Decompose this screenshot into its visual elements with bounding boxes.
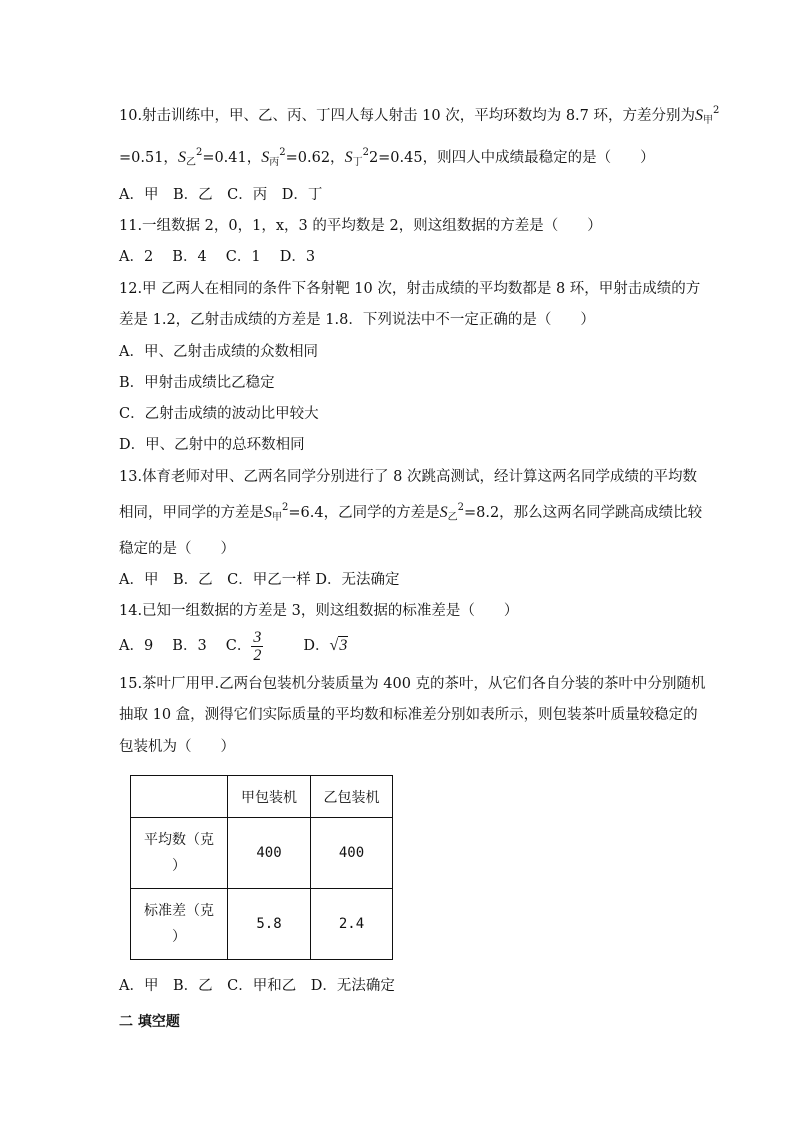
fraction-three-halves: $\frac{3}{2}$: [253, 628, 262, 664]
q15-options: A．甲 B．乙 C．甲和乙 D．无法确定: [119, 978, 395, 994]
q12-line2: 差是 1.2，乙射击成绩的方差是 1.8．下列说法中不一定正确的是（ ）: [119, 312, 595, 328]
q15-line3: 包装机为（ ）: [119, 739, 235, 755]
q14-stem: 14.已知一组数据的方差是 3，则这组数据的标准差是（ ）: [119, 603, 519, 619]
table-header-yi: 乙包装机: [311, 776, 393, 818]
table-corner-cell: [131, 776, 228, 818]
row-label-stddev: 标准差（克 ）: [131, 889, 228, 960]
q12-option-c: C．乙射击成绩的波动比甲较大: [119, 406, 319, 422]
row-label-mean: 平均数（克 ）: [131, 818, 228, 889]
q13-line2: 相同，甲同学的方差是$S_甲^2=6.4$，乙同学的方差是$S_乙^2=8.2$，那么这两名同学跳高成绩比较: [119, 502, 703, 523]
q10-line1: 10.射击训练中，甲、乙、丙、丁四人每人射击 10 次，平均环数均为 8.7 环，方差分别为$S_甲^2$: [119, 105, 720, 126]
q13-line1: 13.体育老师对甲、乙两名同学分别进行了 8 次跳高测试，经计算这两名同学成绩的平均数: [119, 469, 697, 485]
table-row: [131, 818, 393, 889]
q11-options: A．2 B．4 C．1 D．3: [119, 249, 316, 265]
q12-option-a: A．甲、乙射击成绩的众数相同: [119, 344, 318, 360]
section-heading: 二 填空题: [119, 1014, 180, 1030]
cell-mean-jia: 400: [228, 818, 311, 889]
table-row: [131, 889, 393, 960]
q13-options: A．甲 B．乙 C．甲乙一样 D．无法确定: [119, 572, 400, 588]
q11-stem: 11.一组数据 2，0，1，x，3 的平均数是 2，则这组数据的方差是（ ）: [119, 218, 602, 234]
q12-line1: 12.甲 乙两人在相同的条件下各射靶 10 次，射击成绩的平均数都是 8 环，甲射击成绩的方: [119, 281, 701, 297]
variance-symbol: S: [695, 107, 704, 124]
q10-options: A．甲 B．乙 C．丙 D．丁: [119, 187, 323, 203]
packaging-machine-table: [130, 775, 393, 960]
cell-mean-yi: 400: [311, 818, 393, 889]
q15-line2: 抽取 10 盒，测得它们实际质量的平均数和标准差分别如表所示，则包装茶叶质量较稳定的: [119, 707, 698, 723]
table-header-jia: 甲包装机: [228, 776, 311, 818]
q15-line1: 15.茶叶厂用甲.乙两台包装机分装质量为 400 克的茶叶，从它们各自分装的茶叶中分别随机: [119, 676, 706, 692]
cell-stddev-yi: 2.4: [311, 889, 393, 960]
q10-line2: =0.51，$S_乙^2=0.41$，$S_丙^2=0.62$，$S_丁^22=0.45$，则四人中成绩最稳定的是（ ）: [119, 147, 655, 168]
sqrt-three: √3: [329, 637, 348, 654]
cell-stddev-jia: 5.8: [228, 889, 311, 960]
q12-option-d: D．甲、乙射中的总环数相同: [119, 437, 305, 453]
q14-options: A．9 B．3 C． $\frac{3}{2}$ D．√3: [119, 628, 348, 664]
q12-option-b: B．甲射击成绩比乙稳定: [119, 375, 275, 391]
q13-line3: 稳定的是（ ）: [119, 541, 235, 557]
table-header-row: [131, 776, 393, 818]
